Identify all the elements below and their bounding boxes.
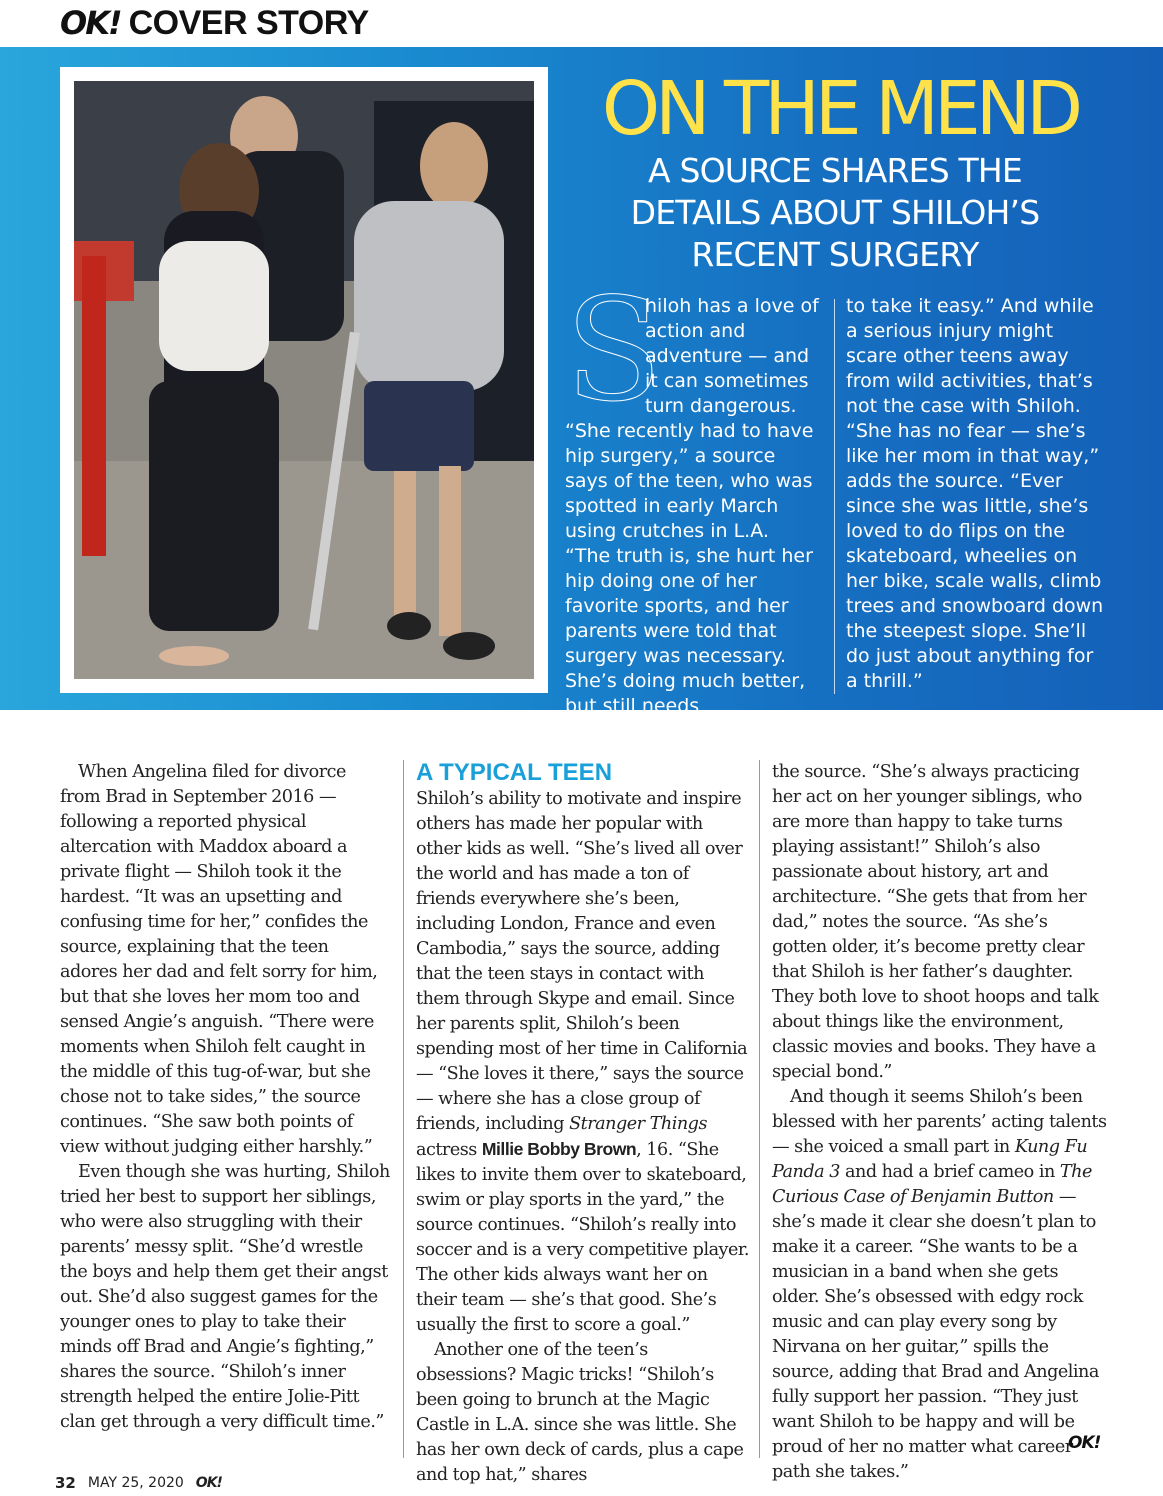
paragraph bbox=[416, 787, 751, 1338]
page-header bbox=[60, 2, 369, 44]
dropcap: S bbox=[565, 268, 663, 433]
column-divider bbox=[759, 760, 760, 1458]
text-run: actress bbox=[416, 1140, 482, 1160]
page-number: 32 bbox=[55, 1474, 76, 1492]
intro-divider bbox=[834, 299, 835, 694]
text-run: And though it seems Shiloh’s been blessed with her parents’ acting talents — she voiced a small part in bbox=[772, 1087, 1107, 1157]
film-title: The Curious Case of Benjamin Button bbox=[772, 1162, 1092, 1207]
section-title: COVER STORY bbox=[128, 3, 369, 42]
paragraph: the source. “She’s always practicing her act on her younger siblings, who are more than happy to take turns playing assistant!” Shiloh’s also passionate about history, art and architecture. “She gets that from her dad,” notes the source. “As she’s gotten older, it’s become pretty clear that Shiloh is her father’s daughter. They both love to shoot hoops and talk about things like the environment, classic movies and books. They have a special bond.” bbox=[772, 762, 1099, 1082]
person-name: Millie Bobby Brown bbox=[481, 1139, 637, 1159]
cover-photo bbox=[74, 81, 534, 679]
paragraph: Another one of the teen’s obsessions? Magic tricks! “Shiloh’s been going to brunch at the Magic Castle in L.A. since she was little. She has her own deck of cards, plus a cape and top hat,” shares bbox=[416, 1340, 744, 1485]
hero-banner bbox=[0, 47, 1163, 717]
paragraph: Even though she was hurting, Shiloh tried her best to support her siblings, who were also struggling with their parents’ messy split. “She’d wrestle the boys and help them get their angst out. She’d also suggest games for the younger ones to play to take their minds off Brad and Angie’s fighting,” shares the source. “Shiloh’s inner strength helped the entire Jolie-Pitt clan get through a very difficult time.” bbox=[60, 1162, 390, 1432]
text-run: and had a brief cameo in bbox=[839, 1162, 1060, 1182]
subhead: A SOURCE SHARES THE DETAILS ABOUT SHILOH’S RECENT SURGERY bbox=[630, 151, 1040, 274]
footer-logo: OK! bbox=[195, 1475, 222, 1491]
intro-text-right: to take it easy.” And while a serious injury might scare other teens away from wild activities, that’s not the case with Shiloh. “She has no fear — she’s like her mom in that way,” adds the source. “Ever since she was little, she’s loved to do flips on the skateboard, wheelies on her bike, scale walls, climb trees and snowboard down the steepest slope. She’ll do just about anything for a thrill.” bbox=[846, 295, 1104, 692]
section-subheading: A TYPICAL TEEN bbox=[416, 759, 613, 786]
headline: ON THE MEND bbox=[601, 66, 1079, 152]
text-run: , 16. “She likes to invite them over to skateboard, swim or play sports in the yard,” the source continues. “Shiloh’s really into soccer and is a very competitive player. The other kids always want her on their team — she’s that good. She’s usually the first to score a goal.” bbox=[416, 1140, 749, 1335]
intro-text-left: hiloh has a love of action and adventure — and it can sometimes turn dangerous. “She recently had to have hip surgery,” a source says of the teen, who was spotted in early March using crutches in L.A. “The truth is, she hurt her hip doing one of her favorite sports, and her parents were told that surgery was necessary. She’s doing much better, but still needs bbox=[565, 295, 819, 717]
body-column-2 bbox=[416, 760, 751, 1488]
film-title: Kung Fu Panda 3 bbox=[772, 1137, 1088, 1182]
body-column-3 bbox=[772, 760, 1107, 1485]
ok-logo: OK! bbox=[60, 4, 121, 42]
paragraph: When Angelina filed for divorce from Brad in September 2016 — following a reported physical altercation with Maddox aboard a private flight — Shiloh took it the hardest. “It was an upsetting and confusing time for her,” confides the source, explaining that the teen adores her dad and felt sorry for him, but that she loves her mom too and sensed Angie’s anguish. “There were moments when Shiloh felt caught in the middle of this tug-of-war, but she chose not to take sides,” the source continues. “She saw both points of view without judging either harshly.” bbox=[60, 762, 378, 1157]
column-divider bbox=[403, 760, 404, 1458]
text-run: Shiloh’s ability to motivate and inspire others has made her popular with other kids as well. “She’s lived all over the world and has made a ton of friends everywhere she’s been, including London, France and even Cambodia,” says the source, adding that the teen stays in contact with them through Skype and email. Since her parents split, Shiloh’s been spending most of her time in California — “She loves it there,” says the source — where she has a close group of friends, including bbox=[416, 789, 748, 1134]
photo-frame bbox=[60, 67, 548, 693]
intro-column-left bbox=[565, 268, 820, 719]
text-run: — she’s made it clear she doesn’t plan to make it a career. “She wants to be a musician in a band when she gets older. She’s obsessed with edgy rock music and can play every song by Nirvana on her guitar,” spills the source, adding that Brad and Angelina fully support her passion. “They just want Shiloh to be happy and will be proud of her no matter what career path she takes.” bbox=[772, 1187, 1099, 1482]
intro-column-right bbox=[846, 294, 1106, 694]
issue-date: MAY 25, 2020 bbox=[87, 1475, 184, 1491]
paragraph bbox=[772, 1085, 1107, 1485]
end-mark: OK! bbox=[1068, 1433, 1101, 1453]
show-title: Stranger Things bbox=[569, 1114, 707, 1134]
page-footer bbox=[55, 1474, 222, 1492]
body-column-1 bbox=[60, 760, 390, 1435]
